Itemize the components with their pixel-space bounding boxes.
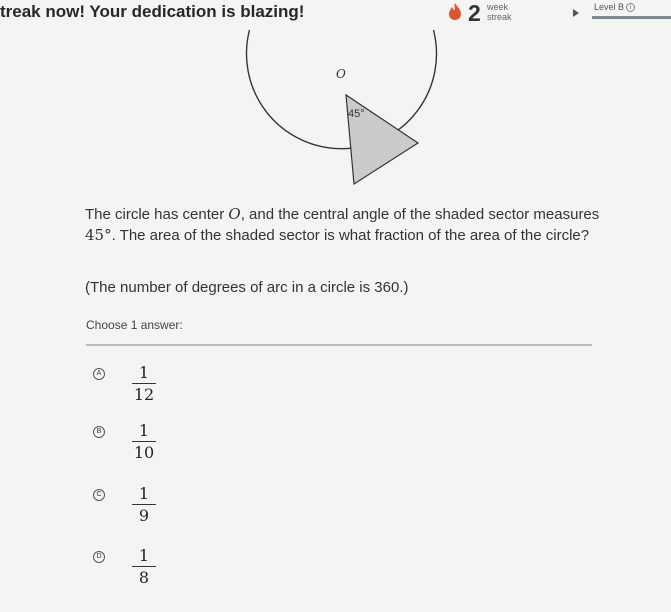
fraction-b: 1 10 <box>133 421 155 462</box>
circle-outline <box>247 30 437 149</box>
divider <box>86 344 592 346</box>
info-icon[interactable]: i <box>626 3 635 12</box>
choice-letter-c: C <box>93 489 105 501</box>
angle-label: 45° <box>348 108 365 120</box>
fraction-c: 1 9 <box>129 483 159 527</box>
streak-count: 2 <box>468 0 481 26</box>
center-variable: O <box>228 205 241 223</box>
center-label: O <box>336 67 346 81</box>
question-note: (The number of degrees of arc in a circle is 360.) <box>85 279 409 296</box>
answer-choice-a[interactable] <box>93 363 293 418</box>
streak-label-week: week <box>487 2 509 12</box>
fraction-a: 1 12 <box>133 363 155 404</box>
choose-prompt: Choose 1 answer: <box>86 318 183 332</box>
fraction-d: 1 8 <box>129 545 159 589</box>
angle-value: 45° <box>85 226 112 244</box>
streak-label-streak: streak <box>487 12 512 22</box>
choice-letter-b: B <box>93 426 105 438</box>
answer-choice-c[interactable] <box>93 484 293 539</box>
circle-figure <box>0 0 671 200</box>
streak-message: treak now! Your dedication is blazing! <box>0 2 305 21</box>
answer-choice-b[interactable] <box>93 421 293 476</box>
choice-letter-a: A <box>93 368 105 380</box>
answer-choice-d[interactable] <box>93 546 293 601</box>
choice-letter-d: D <box>93 551 105 563</box>
level-label: Level B <box>594 2 625 12</box>
question-text: The circle has center O, and the central angle of the shaded sector measures 45°. The area of the shaded sector is what fraction of the area of the circle? <box>85 205 600 244</box>
